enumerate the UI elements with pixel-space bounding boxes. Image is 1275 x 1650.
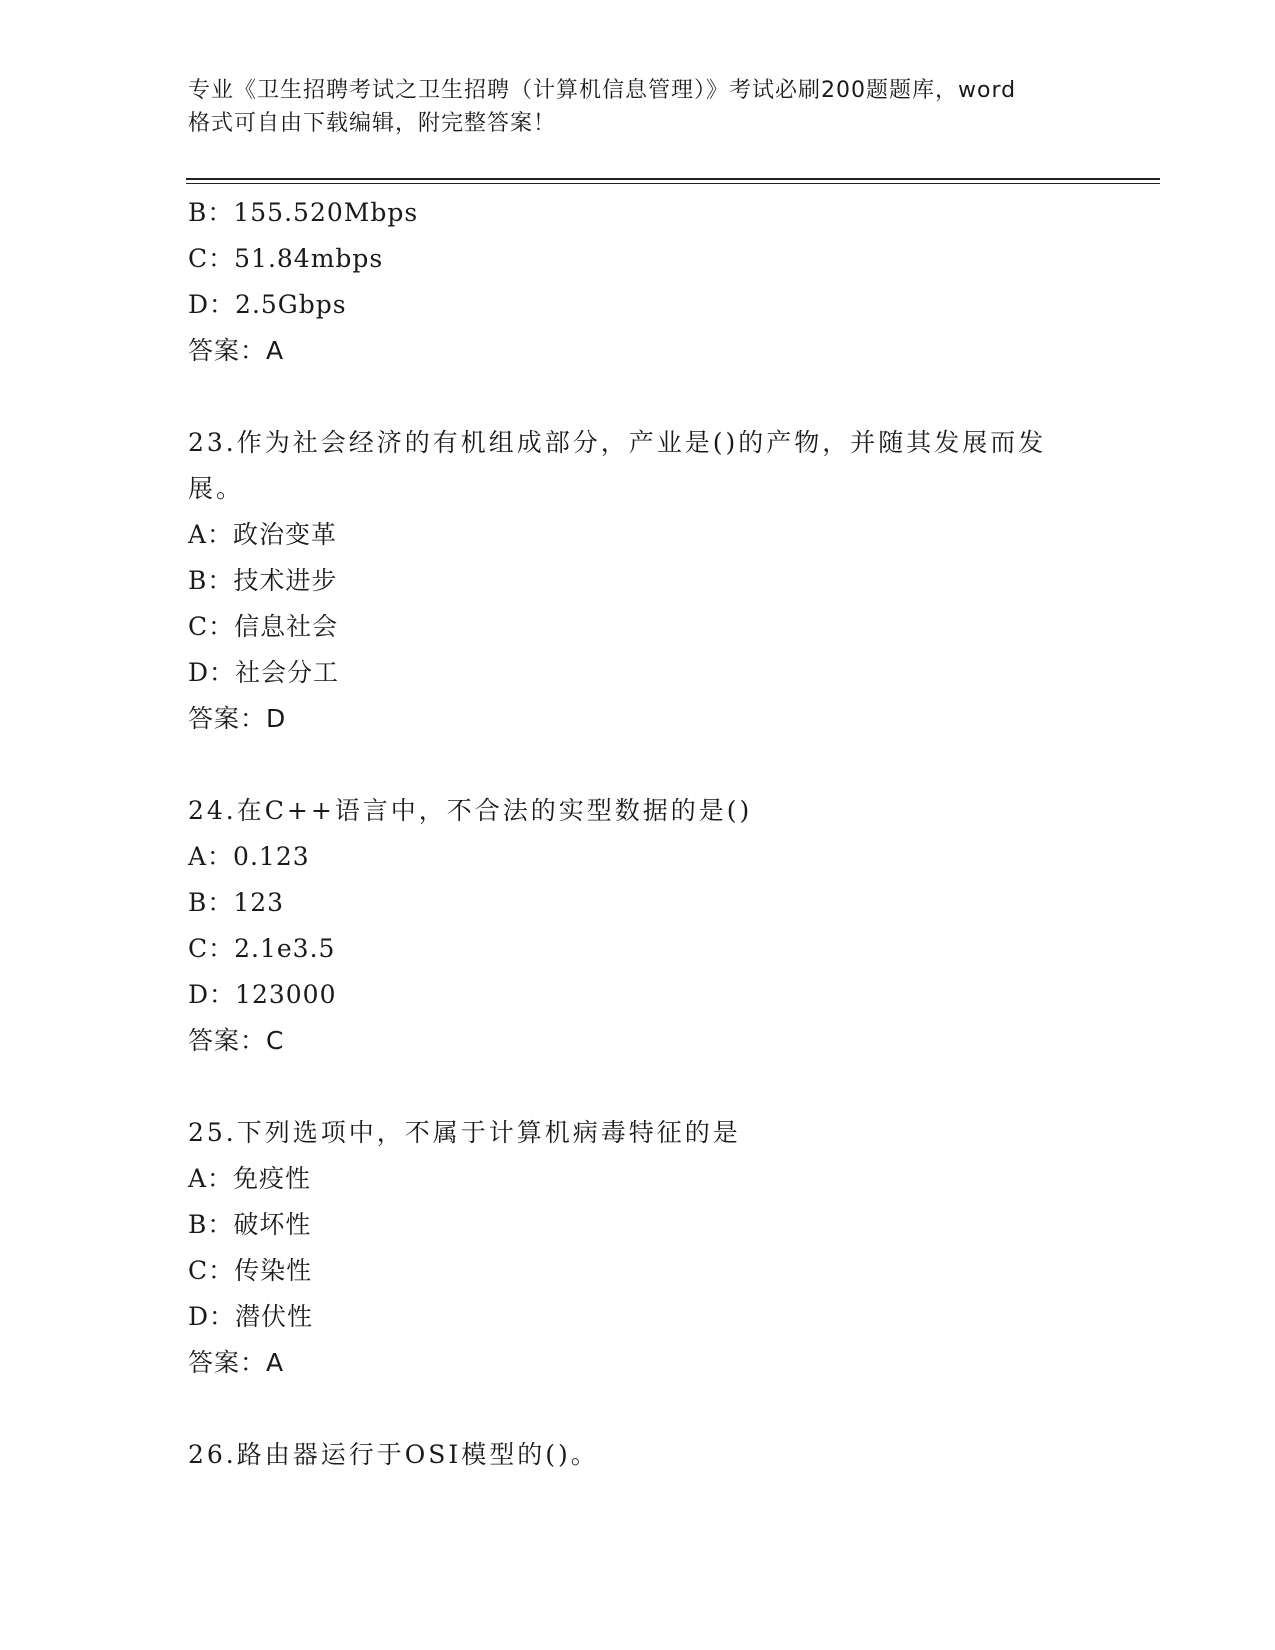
- option-a: A：政治变革: [188, 520, 338, 549]
- option-a: A：免疫性: [188, 1164, 312, 1193]
- option-c: C：信息社会: [188, 612, 339, 641]
- header-line-2: 格式可自由下载编辑，附完整答案！: [188, 111, 557, 136]
- header-divider-thin: [186, 183, 1160, 184]
- answer-line: 答案：C: [188, 1026, 285, 1055]
- option-b: B：155.520Mbps: [188, 198, 419, 227]
- header-line-1: 专业《卫生招聘考试之卫生招聘（计算机信息管理）》考试必刷200题题库，word: [188, 78, 1017, 103]
- answer-line: 答案：A: [188, 336, 285, 365]
- option-c: C：51.84mbps: [188, 244, 384, 273]
- answer-line: 答案：A: [188, 1348, 285, 1377]
- question-26: [188, 1432, 1088, 1478]
- header-divider-thick: [186, 178, 1160, 180]
- question-stem: 25.下列选项中，不属于计算机病毒特征的是: [188, 1118, 741, 1147]
- option-d: D：123000: [188, 980, 337, 1009]
- question-stem: 26.路由器运行于OSI模型的()。: [188, 1440, 599, 1469]
- option-d: D：潜伏性: [188, 1302, 314, 1331]
- question-25: [188, 1110, 1088, 1386]
- option-b: B：技术进步: [188, 566, 338, 595]
- option-c: C：2.1e3.5: [188, 934, 336, 963]
- document-header: [188, 74, 1088, 140]
- option-c: C：传染性: [188, 1256, 313, 1285]
- option-b: B：破坏性: [188, 1210, 312, 1239]
- question-22-continued: [188, 190, 1088, 374]
- answer-line: 答案：D: [188, 704, 287, 733]
- option-d: D：2.5Gbps: [188, 290, 347, 319]
- question-list: [188, 190, 1088, 1478]
- question-stem: 24.在C++语言中，不合法的实型数据的是(): [188, 796, 753, 825]
- question-stem-continued: 展。: [188, 474, 245, 503]
- question-23: [188, 420, 1088, 742]
- option-b: B：123: [188, 888, 285, 917]
- option-d: D：社会分工: [188, 658, 340, 687]
- option-a: A：0.123: [188, 842, 310, 871]
- question-stem: 23.作为社会经济的有机组成部分，产业是()的产物，并随其发展而发: [188, 428, 1047, 457]
- question-24: [188, 788, 1088, 1064]
